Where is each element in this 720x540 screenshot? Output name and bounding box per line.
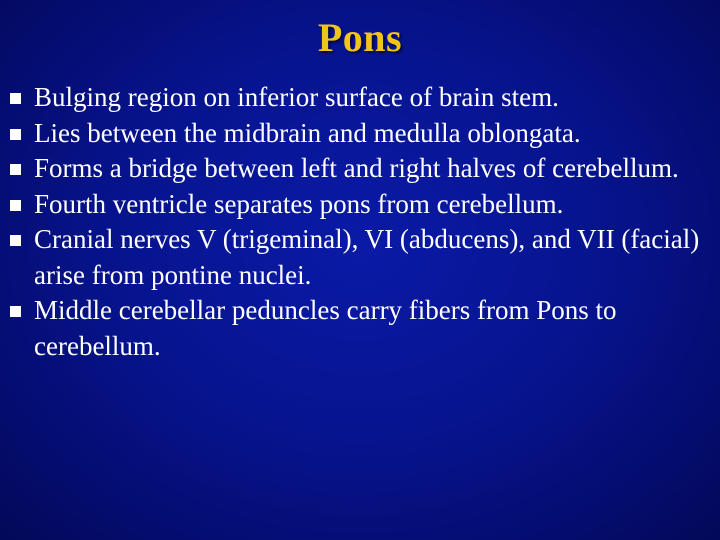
bullet-item xyxy=(8,293,708,364)
square-bullet-icon xyxy=(10,164,21,175)
square-bullet-icon xyxy=(10,200,21,211)
bullet-text: Bulging region on inferior surface of brain stem. xyxy=(34,82,559,112)
bullet-item xyxy=(8,116,708,152)
square-bullet-icon xyxy=(10,93,21,104)
bullet-text: Fourth ventricle separates pons from cerebellum. xyxy=(34,188,564,219)
bullet-text: Forms a bridge between left and right halves of cerebellum. xyxy=(34,153,679,183)
bullet-item xyxy=(8,187,708,223)
bullet-text: Middle cerebellar peduncles carry fibers from Pons to cerebellum. xyxy=(34,295,617,361)
square-bullet-icon xyxy=(10,306,21,317)
square-bullet-icon xyxy=(10,129,21,140)
bullet-item xyxy=(8,222,708,293)
bullet-list xyxy=(8,80,708,364)
square-bullet-icon xyxy=(10,235,21,246)
bullet-item xyxy=(8,151,708,187)
bullet-item xyxy=(8,80,708,116)
bullet-text: Lies between the midbrain and medulla oblongata. xyxy=(34,117,581,148)
bullet-text: Cranial nerves V (trigeminal), VI (abducens), and VII (facial) arise from pontine nuclei. xyxy=(34,224,700,290)
slide-title: Pons xyxy=(317,15,403,60)
